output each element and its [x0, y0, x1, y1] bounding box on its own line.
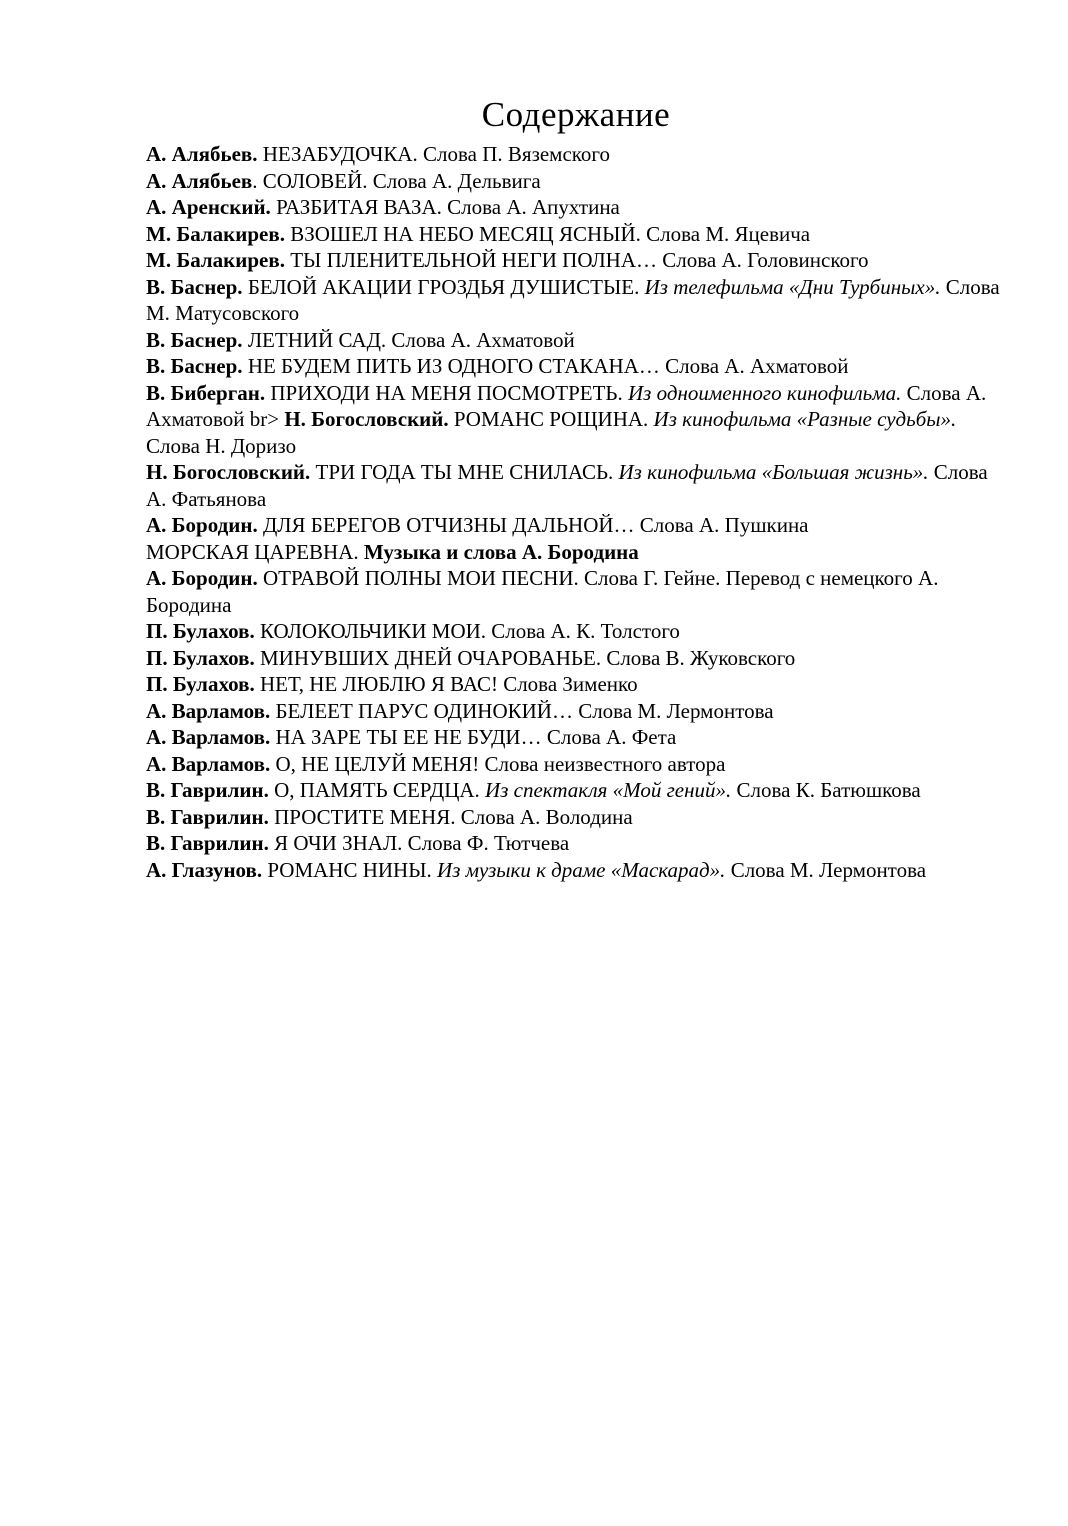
page-content	[146, 92, 1006, 883]
toc-entry-segment: А. Бородин.	[146, 513, 258, 537]
toc-entry-segment: ЛЕТНИЙ САД. Слова А. Ахматовой	[242, 327, 575, 352]
toc-entry-segment: П. Булахов.	[146, 645, 255, 670]
toc-entry	[146, 698, 1006, 725]
toc-entry	[146, 353, 1006, 380]
toc-entry-segment: РОМАНС НИНЫ.	[262, 857, 438, 882]
toc-entry	[146, 221, 1006, 248]
toc-entry-segment: БЕЛОЙ АКАЦИИ ГРОЗДЬЯ ДУШИСТЫЕ.	[242, 274, 645, 299]
toc-entry	[146, 804, 1006, 831]
toc-entry	[146, 565, 1006, 618]
toc-entry-segment: В. Баснер.	[146, 354, 243, 378]
toc-entry-segment: А. Алябьев	[146, 168, 253, 193]
toc-entry-segment: Я ОЧИ ЗНАЛ. Слова Ф. Тютчева	[268, 831, 570, 855]
toc-entry	[146, 141, 1006, 168]
toc-entry-segment: НЕТ, НЕ ЛЮБЛЮ Я ВАС! Слова Зименко	[254, 672, 638, 696]
toc-entry-segment: А. Бородин.	[146, 566, 258, 590]
toc-entry	[146, 857, 1006, 884]
toc-entry-segment: . СОЛОВЕЙ. Слова А. Дельвига	[252, 168, 541, 193]
toc-entry	[146, 724, 1006, 751]
toc-entry-segment: Из телефильма «Дни Турбиных».	[644, 274, 941, 299]
toc-entry	[146, 327, 1006, 354]
toc-entry-segment: Из одноименного кинофильма.	[628, 380, 902, 405]
toc-entry-segment: БЕЛЕЕТ ПАРУС ОДИНОКИЙ… Слова М. Лермонтова	[270, 698, 774, 723]
toc-entry-segment: ТРИ ГОДА ТЫ МНЕ СНИЛАСЬ.	[310, 460, 619, 484]
toc-entry-segment: ДЛЯ БЕРЕГОВ ОТЧИЗНЫ ДАЛЬНОЙ… Слова А. Пушкина	[257, 513, 809, 537]
toc-entry-segment: НЕ БУДЕМ ПИТЬ ИЗ ОДНОГО СТАКАНА… Слова А. Ахматовой	[242, 354, 849, 378]
toc-entry-segment: В. Баснер.	[146, 327, 243, 352]
toc-entry	[146, 459, 1006, 512]
toc-entry-segment: М. Балакирев.	[146, 248, 285, 272]
toc-entry-segment: Н. Богословский.	[284, 407, 449, 431]
toc-entry-segment: О, НЕ ЦЕЛУЙ МЕНЯ! Слова неизвестного автора	[270, 751, 726, 776]
toc-entry-segment: Музыка и слова А. Бородина	[363, 539, 639, 564]
toc-entry-segment: П. Булахов.	[146, 619, 255, 643]
toc-entry-segment: Из кинофильма «Большая жизнь».	[618, 460, 929, 484]
toc-entry-segment: ПРИХОДИ НА МЕНЯ ПОСМОТРЕТЬ.	[265, 380, 628, 405]
toc-entry-segment: Из кинофильма «Разные судьбы».	[653, 407, 957, 431]
toc-entry-segment: В. Баснер.	[146, 274, 243, 299]
toc-entry-segment: В. Гаврилин.	[146, 778, 269, 802]
toc-entry-segment: Н. Богословский.	[146, 460, 311, 484]
toc-entry-segment: Слова А. Ахматовой br>	[146, 380, 987, 431]
toc-entry-segment: НЕЗАБУДОЧКА. Слова П. Вяземского	[257, 142, 611, 166]
toc-entry	[146, 830, 1006, 857]
toc-entry	[146, 168, 1006, 195]
toc-entry-segment: ОТРАВОЙ ПОЛНЫ МОИ ПЕСНИ. Слова Г. Гейне. Перевод с немецкого А. Бородина	[146, 566, 939, 617]
toc-entry	[146, 247, 1006, 274]
toc-entry-segment: МИНУВШИХ ДНЕЙ ОЧАРОВАНЬЕ. Слова В. Жуковского	[254, 645, 796, 670]
toc-entry-segment: А. Алябьев.	[146, 142, 258, 166]
toc-entry	[146, 751, 1006, 778]
page-title: Содержание	[481, 95, 671, 134]
toc-entry-segment: Из спектакля «Мой гений».	[485, 778, 732, 802]
toc-entry-segment: Слова М. Лермонтова	[725, 857, 927, 882]
toc-list	[146, 141, 1006, 883]
toc-entry-segment: А. Варламов.	[146, 698, 271, 723]
toc-entry-segment: В. Гаврилин.	[146, 804, 269, 829]
toc-entry-segment: ТЫ ПЛЕНИТЕЛЬНОЙ НЕГИ ПОЛНА… Слова А. Головинского	[284, 248, 869, 272]
toc-entry-segment: РОМАНС РОЩИНА.	[448, 407, 654, 431]
toc-entry-segment: О, ПАМЯТЬ СЕРДЦА.	[268, 778, 486, 802]
toc-entry-segment: А. Варламов.	[146, 751, 271, 776]
toc-entry-segment: Слова М. Матусовского	[146, 274, 1000, 325]
toc-entry	[146, 274, 1006, 327]
toc-entry-segment: П. Булахов.	[146, 672, 255, 696]
toc-entry	[146, 539, 1006, 566]
toc-entry-segment: РАЗБИТАЯ ВАЗА. Слова А. Апухтина	[270, 195, 620, 219]
toc-entry-segment: А. Глазунов.	[146, 857, 263, 882]
toc-entry	[146, 671, 1006, 698]
toc-entry-segment: М. Балакирев.	[146, 221, 285, 246]
toc-entry	[146, 512, 1006, 539]
toc-entry-segment: Из музыки к драме «Маскарад».	[437, 857, 726, 882]
toc-entry-segment: Слова Н. Доризо	[146, 433, 297, 458]
toc-entry	[146, 645, 1006, 672]
toc-entry-segment: А. Варламов.	[146, 725, 271, 749]
toc-entry-segment: Слова А. Фатьянова	[146, 460, 988, 511]
toc-entry-segment: ВЗОШЕЛ НА НЕБО МЕСЯЦ ЯСНЫЙ. Слова М. Яцевича	[284, 221, 811, 246]
toc-entry	[146, 777, 1006, 804]
toc-entry-segment: КОЛОКОЛЬЧИКИ МОИ. Слова А. К. Толстого	[254, 619, 680, 643]
toc-entry	[146, 380, 1006, 460]
toc-entry-segment: МОРСКАЯ ЦАРЕВНА.	[146, 539, 364, 564]
toc-entry-segment: А. Аренский.	[146, 195, 271, 219]
toc-entry-segment: ПРОСТИТЕ МЕНЯ. Слова А. Володина	[268, 804, 633, 829]
toc-entry-segment: НА ЗАРЕ ТЫ ЕЕ НЕ БУДИ… Слова А. Фета	[270, 725, 677, 749]
toc-entry-segment: В. Биберган.	[146, 380, 266, 405]
toc-entry	[146, 194, 1006, 221]
toc-entry-segment: Слова К. Батюшкова	[731, 778, 921, 802]
toc-entry-segment: В. Гаврилин.	[146, 831, 269, 855]
toc-entry	[146, 618, 1006, 645]
